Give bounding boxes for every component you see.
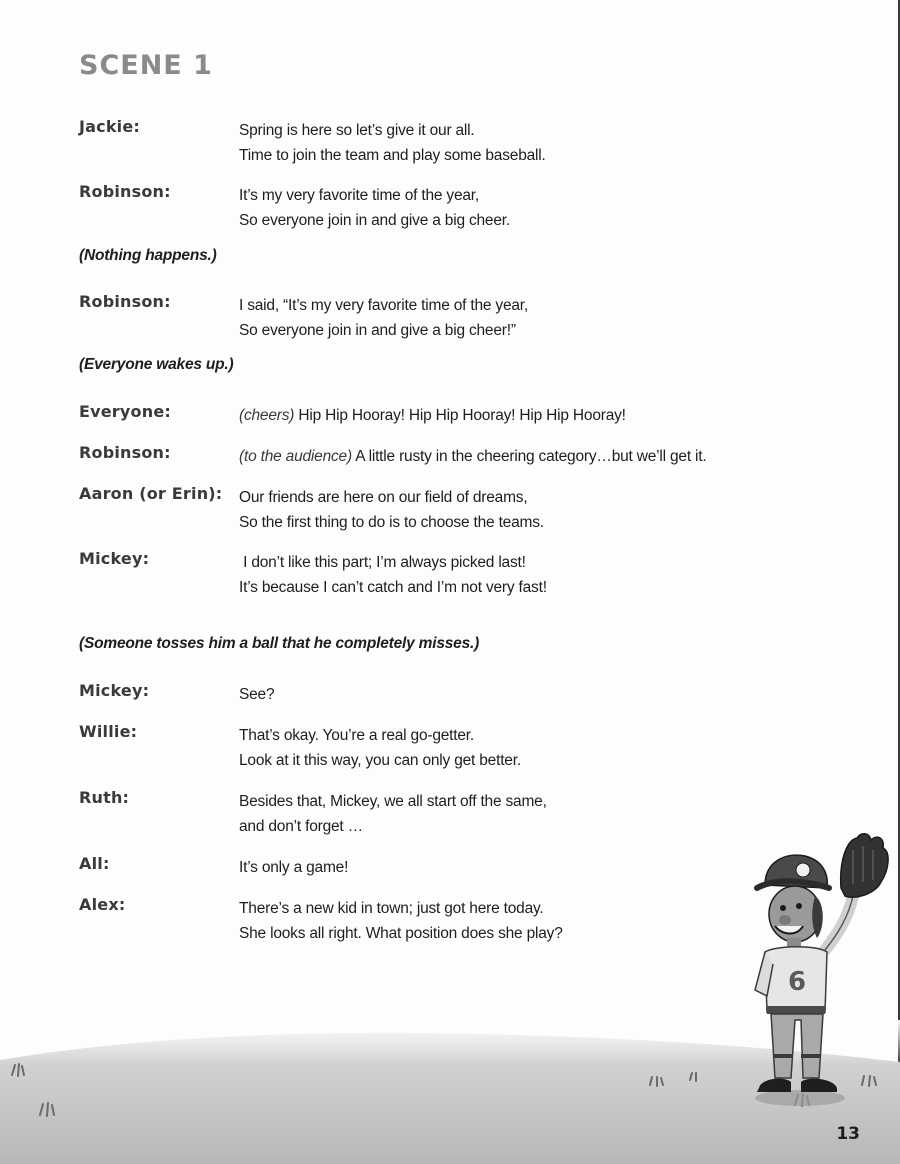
dialogue-text xyxy=(239,682,809,707)
dialogue-text xyxy=(239,183,809,233)
speaker-name: All: xyxy=(79,854,110,873)
stage-direction: (Everyone wakes up.) xyxy=(79,356,234,373)
dialogue-verse: So everyone join in and give a big cheer!” xyxy=(239,322,516,339)
dialogue-verse: That’s okay. You’re a real go-getter. xyxy=(239,727,475,744)
dialogue-text xyxy=(239,485,809,535)
dialogue-text xyxy=(239,444,809,469)
dialogue-verse: There’s a new kid in town; just got here today. xyxy=(239,900,544,917)
dialogue-verse: See? xyxy=(239,686,275,703)
dialogue-verse: Time to join the team and play some baseball. xyxy=(239,147,546,164)
parenthetical-direction: (to the audience) xyxy=(239,448,352,465)
speaker-name: Robinson: xyxy=(79,443,171,462)
dialogue-text xyxy=(239,550,809,600)
dialogue-verse: Our friends are here on our field of dreams, xyxy=(239,489,528,506)
parenthetical-direction: (cheers) xyxy=(239,407,295,424)
dialogue-verse: I said, “It’s my very favorite time of the year, xyxy=(239,297,529,314)
speaker-name: Willie: xyxy=(79,722,138,741)
dialogue-text xyxy=(239,789,809,839)
stage-direction: (Nothing happens.) xyxy=(79,247,217,264)
dialogue-verse: So everyone join in and give a big cheer. xyxy=(239,212,510,229)
speaker-name: Alex: xyxy=(79,895,126,914)
speaker-name: Aaron (or Erin): xyxy=(79,484,223,503)
dialogue-verse: (cheers) Hip Hip Hooray! Hip Hip Hooray! Hip Hip Hooray! xyxy=(239,407,626,424)
speaker-name: Robinson: xyxy=(79,292,171,311)
speaker-name: Robinson: xyxy=(79,182,171,201)
dialogue-verse: It’s because I can’t catch and I’m not very fast! xyxy=(239,579,547,596)
baseball-player-illustration xyxy=(745,830,895,1120)
dialogue-verse: I don’t like this part; I’m always picked last! xyxy=(239,554,526,571)
dialogue-verse: It’s my very favorite time of the year, xyxy=(239,187,480,204)
page-number: 13 xyxy=(836,1124,860,1144)
dialogue-verse: and don’t forget … xyxy=(239,818,363,835)
dialogue-verse: It’s only a game! xyxy=(239,859,349,876)
dialogue-text xyxy=(239,118,809,168)
stage-direction: (Someone tosses him a ball that he completely misses.) xyxy=(79,635,480,652)
dialogue-text xyxy=(239,723,809,773)
dialogue-text xyxy=(239,293,809,343)
scene-title: SCENE 1 xyxy=(79,50,213,81)
dialogue-text xyxy=(239,403,809,428)
dialogue-verse: She looks all right. What position does she play? xyxy=(239,925,563,942)
dialogue-verse: Look at it this way, you can only get better. xyxy=(239,752,521,769)
dialogue-text xyxy=(239,855,809,880)
jersey-number: 6 xyxy=(787,967,807,997)
dialogue-verse: Besides that, Mickey, we all start off the same, xyxy=(239,793,547,810)
dialogue-text xyxy=(239,896,809,946)
dialogue-verse: Spring is here so let’s give it our all. xyxy=(239,122,475,139)
speaker-name: Jackie: xyxy=(79,117,141,136)
dialogue-verse: So the first thing to do is to choose the teams. xyxy=(239,514,544,531)
speaker-name: Everyone: xyxy=(79,402,171,421)
speaker-name: Mickey: xyxy=(79,549,150,568)
speaker-name: Mickey: xyxy=(79,681,150,700)
dialogue-verse: (to the audience) A little rusty in the cheering category…but we’ll get it. xyxy=(239,448,707,465)
speaker-name: Ruth: xyxy=(79,788,130,807)
